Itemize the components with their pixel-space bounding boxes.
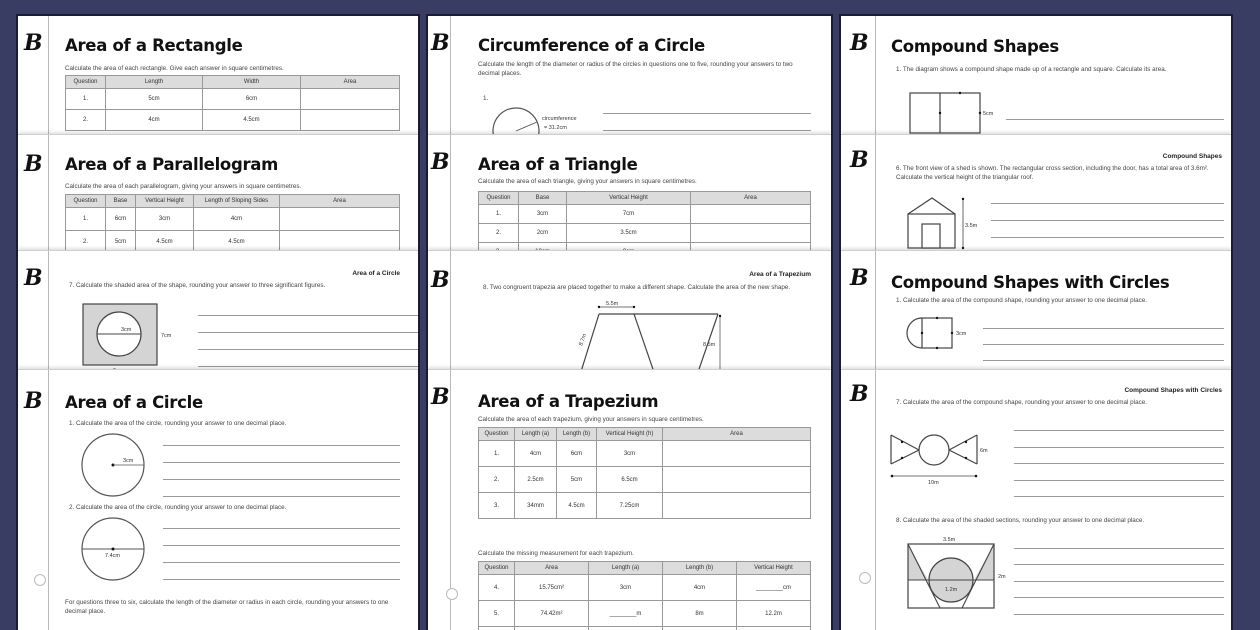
cell: 4. xyxy=(479,575,515,601)
triangle-table xyxy=(478,191,811,252)
answer-cell[interactable]: ________cm xyxy=(737,575,811,601)
margin-line xyxy=(450,16,451,136)
brand-logo: B xyxy=(24,388,43,414)
sheet-circumference-of-circle[interactable] xyxy=(428,16,831,136)
svg-text:3.5m: 3.5m xyxy=(965,223,978,229)
svg-text:3.5m: 3.5m xyxy=(943,537,956,543)
answer-line[interactable] xyxy=(1014,614,1224,615)
sheet-title: Circumference of a Circle xyxy=(478,36,705,55)
svg-text:5cm: 5cm xyxy=(983,111,994,117)
table-row xyxy=(479,467,811,493)
brand-logo: B xyxy=(431,30,450,56)
col-header: Base xyxy=(519,192,567,205)
svg-text:2m: 2m xyxy=(998,574,1006,580)
cell: 6cm xyxy=(106,208,136,231)
shed-diagram xyxy=(907,197,977,252)
col-header: Base xyxy=(106,195,136,208)
sheet-area-of-parallelogram[interactable] xyxy=(18,134,418,252)
col-header: Question xyxy=(479,192,519,205)
answer-cell[interactable] xyxy=(691,224,811,243)
question-text: 6. The front view of a shed is shown. The rectangular cross section, including the door, has a total area of 3.6m². Calculate the vertical height of the triangular roof. xyxy=(896,165,1209,181)
answer-cell[interactable]: ________m xyxy=(589,601,663,627)
running-head: Area of a Circle xyxy=(352,270,400,277)
question-1-text: 1. Calculate the area of the circle, rounding your answer to one decimal place. xyxy=(69,420,287,427)
brand-logo: B xyxy=(24,265,43,291)
bowtie-circle-diagram xyxy=(890,434,1000,490)
cell: 4.5cm xyxy=(203,110,301,131)
sheet-area-of-trapezium[interactable] xyxy=(428,369,831,630)
answer-line[interactable] xyxy=(991,203,1224,204)
cell: 2cm xyxy=(519,224,567,243)
cell: 7cm xyxy=(567,205,691,224)
answer-line[interactable] xyxy=(1014,447,1224,448)
cell: 6.5cm xyxy=(597,467,663,493)
sheet-area-of-trapezium-q8[interactable] xyxy=(428,250,831,372)
sheet-title: Area of a Circle xyxy=(65,393,203,412)
col-header: Vertical Height xyxy=(737,562,811,575)
table-row xyxy=(479,575,811,601)
parallelogram-table xyxy=(65,194,400,252)
answer-cell[interactable] xyxy=(663,493,811,519)
svg-text:circumference: circumference xyxy=(542,116,577,122)
table-row xyxy=(479,205,811,224)
answer-line[interactable] xyxy=(983,344,1224,345)
sheet-area-of-rectangle[interactable] xyxy=(18,16,418,136)
col-header: Area xyxy=(280,195,400,208)
col-header: Vertical Height xyxy=(136,195,194,208)
shaded-rectangle-circle-diagram xyxy=(82,303,172,372)
answer-line[interactable] xyxy=(163,579,400,580)
cell: 5cm xyxy=(557,467,597,493)
cell: 2.5cm xyxy=(515,467,557,493)
answer-line[interactable] xyxy=(198,315,418,316)
worksheet-column-1 xyxy=(18,16,418,630)
table-row xyxy=(66,89,400,110)
col-header: Area xyxy=(301,76,400,89)
answer-line[interactable] xyxy=(983,360,1224,361)
punch-hole xyxy=(34,574,46,586)
cell: 34mm xyxy=(515,493,557,519)
col-header: Length of Sloping Sides xyxy=(194,195,280,208)
sheet-area-of-triangle[interactable] xyxy=(428,134,831,252)
svg-text:7.4cm: 7.4cm xyxy=(105,553,120,559)
col-header: Area xyxy=(663,428,811,441)
answer-line[interactable] xyxy=(1014,496,1224,497)
question-text: 1. Calculate the area of the compound shape, rounding your answer to one decimal place. xyxy=(896,297,1147,304)
svg-text:6m: 6m xyxy=(980,448,988,454)
sheet-title: Area of a Rectangle xyxy=(65,36,243,55)
margin-line xyxy=(875,16,876,136)
question-7-text: 7. Calculate the area of the compound shape, rounding your answer to one decimal place. xyxy=(896,399,1147,406)
cell: 3cm xyxy=(136,208,194,231)
col-header: Vertical Height (h) xyxy=(597,428,663,441)
sheet-title: Area of a Trapezium xyxy=(478,392,659,411)
rectangle-table xyxy=(65,75,400,131)
answer-line[interactable] xyxy=(1014,430,1224,431)
col-header: Length xyxy=(106,76,203,89)
semicircle-square-diagram xyxy=(908,317,968,353)
brand-logo: B xyxy=(850,265,869,291)
cell: 3. xyxy=(479,493,515,519)
col-header: Question xyxy=(66,195,106,208)
brand-logo: B xyxy=(431,267,450,293)
answer-line[interactable] xyxy=(163,528,400,529)
running-head: Compound Shapes xyxy=(1162,153,1222,160)
sheet-title: Area of a Parallelogram xyxy=(65,155,279,174)
cell: 1. xyxy=(66,208,106,231)
cell: 3.5cm xyxy=(567,224,691,243)
brand-logo: B xyxy=(24,30,43,56)
col-header: Length (b) xyxy=(663,562,737,575)
sheet-area-of-circle-q7[interactable] xyxy=(18,250,418,372)
answer-line[interactable] xyxy=(198,349,418,350)
cell: 3cm xyxy=(589,575,663,601)
cell: 2. xyxy=(479,224,519,243)
col-header: Length (a) xyxy=(515,428,557,441)
col-header: Question xyxy=(479,428,515,441)
instruction-text: Calculate the area of each triangle, giving your answers in square centimetres. xyxy=(478,178,697,185)
answer-line[interactable] xyxy=(983,328,1224,329)
cell: 2. xyxy=(479,467,515,493)
margin-line xyxy=(450,135,451,252)
cell: 7.25cm xyxy=(597,493,663,519)
svg-text:3cm: 3cm xyxy=(956,331,967,337)
margin-line xyxy=(875,370,876,630)
trapezium-table-1 xyxy=(478,427,811,519)
margin-line xyxy=(48,16,49,136)
cell: 2. xyxy=(66,231,106,253)
answer-line[interactable] xyxy=(1006,119,1224,120)
question-number: 1. xyxy=(483,95,489,102)
brand-logo: B xyxy=(431,384,450,410)
cell: 6cm xyxy=(203,89,301,110)
table-row xyxy=(66,208,400,231)
cell: 3cm xyxy=(597,441,663,467)
svg-text:8.5m: 8.5m xyxy=(703,342,716,348)
sheet-title: Area of a Triangle xyxy=(478,155,638,174)
shaded-triangle-circle-diagram xyxy=(907,536,1007,616)
answer-line[interactable] xyxy=(991,237,1224,238)
cell: 4cm xyxy=(194,208,280,231)
margin-line xyxy=(875,251,876,372)
answer-line[interactable] xyxy=(198,332,418,333)
trapezium-table-2 xyxy=(478,561,811,630)
answer-cell[interactable] xyxy=(663,467,811,493)
answer-line[interactable] xyxy=(163,445,400,446)
answer-cell[interactable] xyxy=(301,89,400,110)
col-header: Length (b) xyxy=(557,428,597,441)
brand-logo: B xyxy=(850,147,869,173)
answer-line[interactable] xyxy=(163,562,400,563)
table-row xyxy=(66,231,400,253)
brand-logo: B xyxy=(850,381,869,407)
running-head: Compound Shapes with Circles xyxy=(1124,387,1222,394)
instruction-text: Calculate the area of each trapezium, giving your answers in square centimetres. xyxy=(478,416,704,423)
sheet-compound-shapes-with-circles[interactable] xyxy=(841,250,1231,372)
sheet-title: Compound Shapes with Circles xyxy=(891,273,1170,292)
cell: 4cm xyxy=(515,441,557,467)
answer-cell[interactable] xyxy=(691,205,811,224)
cell: 74.42m² xyxy=(515,601,589,627)
svg-text:= 31.2cm: = 31.2cm xyxy=(544,125,567,131)
svg-text:3cm: 3cm xyxy=(121,327,132,333)
col-header: Width xyxy=(203,76,301,89)
answer-cell[interactable] xyxy=(280,231,400,253)
instruction-text: Calculate the area of each rectangle. Give each answer in square centimetres. xyxy=(65,65,284,72)
col-header: Question xyxy=(66,76,106,89)
brand-logo: B xyxy=(24,151,43,177)
rectangle-square-diagram xyxy=(909,92,999,136)
svg-text:5.5m: 5.5m xyxy=(606,301,619,307)
cell: 3cm xyxy=(519,205,567,224)
col-header: Length (a) xyxy=(589,562,663,575)
svg-text:7cm: 7cm xyxy=(161,333,172,339)
punch-hole xyxy=(446,588,458,600)
answer-cell[interactable] xyxy=(663,441,811,467)
cell: 1. xyxy=(66,89,106,110)
answer-line[interactable] xyxy=(603,130,811,131)
question-text: 7. Calculate the shaded area of the shape, rounding your answer to three significant figures. xyxy=(69,282,326,289)
col-header: Question xyxy=(479,562,515,575)
answer-cell[interactable] xyxy=(280,208,400,231)
table-row xyxy=(479,601,811,627)
cell: 15.75cm² xyxy=(515,575,589,601)
question-text: 8. Two congruent trapezia are placed together to make a different shape. Calculate the area of the new shape. xyxy=(483,284,791,291)
circle-radius-diagram xyxy=(81,433,151,503)
instruction-text: Calculate the area of each parallelogram, giving your answers in square centimetres. xyxy=(65,183,302,190)
circle-circumference-diagram xyxy=(490,104,577,136)
answer-line[interactable] xyxy=(163,545,400,546)
margin-line xyxy=(48,251,49,372)
answer-line[interactable] xyxy=(1014,564,1224,565)
cell: 4cm xyxy=(663,575,737,601)
table-row xyxy=(479,224,811,243)
svg-text:10m: 10m xyxy=(928,480,939,486)
brand-logo: B xyxy=(431,149,450,175)
answer-cell[interactable] xyxy=(301,110,400,131)
cell: 2. xyxy=(66,110,106,131)
cell: 4.5cm xyxy=(136,231,194,253)
cell: 5cm xyxy=(106,231,136,253)
table-row xyxy=(479,493,811,519)
cell: 5cm xyxy=(106,89,203,110)
table-row xyxy=(479,441,811,467)
cell: 6cm xyxy=(557,441,597,467)
instruction-text: Calculate the length of the diameter or radius of the circles in questions one to five, rounding your answers to two decimal places. xyxy=(478,61,793,77)
sheet-title: Compound Shapes xyxy=(891,37,1059,56)
col-header: Area xyxy=(515,562,589,575)
cell: 12.2m xyxy=(737,601,811,627)
svg-text:1.2m: 1.2m xyxy=(945,587,958,593)
margin-line xyxy=(48,135,49,252)
answer-line[interactable] xyxy=(1014,597,1224,598)
brand-logo: B xyxy=(850,30,869,56)
margin-line xyxy=(48,370,49,630)
sheet-compound-shapes[interactable] xyxy=(841,16,1231,136)
cell: 1. xyxy=(479,441,515,467)
col-header: Vertical Height xyxy=(567,192,691,205)
footer-instruction: For questions three to six, calculate the length of the diameter or radius in each circle, rounding your answers to one decimal place. xyxy=(65,599,389,615)
cell: 1. xyxy=(479,205,519,224)
worksheet-column-3 xyxy=(841,16,1231,630)
sheet-area-of-circle[interactable] xyxy=(18,369,418,630)
cell: 8m xyxy=(663,601,737,627)
answer-line[interactable] xyxy=(163,496,400,497)
worksheet-column-2 xyxy=(428,16,831,630)
svg-text:8.7m: 8.7m xyxy=(578,333,589,347)
answer-line[interactable] xyxy=(163,479,400,480)
cell: 4cm xyxy=(106,110,203,131)
answer-line[interactable] xyxy=(1014,480,1224,481)
answer-line[interactable] xyxy=(163,462,400,463)
question-text: 1. The diagram shows a compound shape made up of a rectangle and square. Calculate its area. xyxy=(896,66,1167,73)
margin-line xyxy=(450,251,451,372)
instruction-text-2: Calculate the missing measurement for each trapezium. xyxy=(478,550,634,557)
answer-line[interactable] xyxy=(198,366,418,367)
sheet-compound-shapes-with-circles-q7[interactable] xyxy=(841,369,1231,630)
answer-line[interactable] xyxy=(1014,581,1224,582)
punch-hole xyxy=(859,572,871,584)
trapezia-diagram xyxy=(578,301,728,372)
cell: 4.5cm xyxy=(557,493,597,519)
question-2-text: 2. Calculate the area of the circle, rounding your answer to one decimal place. xyxy=(69,504,287,511)
table-row xyxy=(66,110,400,131)
table-row xyxy=(479,627,811,630)
running-head: Area of a Trapezium xyxy=(749,271,811,278)
cell: 4.5cm xyxy=(194,231,280,253)
answer-line[interactable] xyxy=(1014,548,1224,549)
margin-line xyxy=(875,135,876,252)
answer-line[interactable] xyxy=(991,220,1224,221)
circle-diameter-diagram xyxy=(81,517,151,587)
sheet-compound-shapes-q6[interactable] xyxy=(841,134,1231,252)
question-8-text: 8. Calculate the area of the shaded sections, rounding your answer to one decimal place. xyxy=(896,517,1145,524)
answer-line[interactable] xyxy=(603,113,811,114)
cell: 5. xyxy=(479,601,515,627)
answer-line[interactable] xyxy=(1014,463,1224,464)
col-header: Area xyxy=(691,192,811,205)
svg-text:3cm: 3cm xyxy=(123,458,134,464)
